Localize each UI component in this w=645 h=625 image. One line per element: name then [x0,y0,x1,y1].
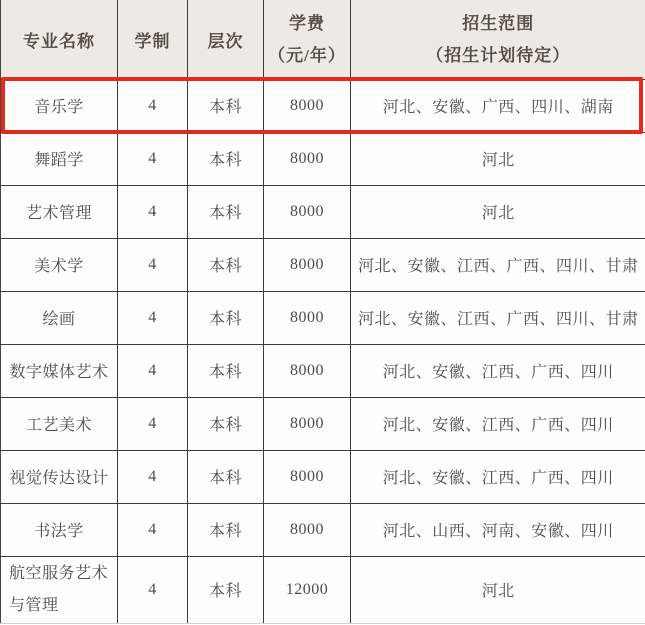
scope-cell: 河北、安徽、江西、广西、四川 [351,344,645,397]
tuition-cell: 8000 [264,185,351,238]
level-cell: 本科 [188,397,264,450]
table-row-fine-arts [1,238,645,291]
scope-cell: 河北、安徽、江西、广西、四川、甘肃 [351,238,645,291]
header-tuition-line1: 学费 [289,13,325,33]
header-scope-line2: （招生计划待定） [426,45,571,65]
tuition-cell: 8000 [264,503,351,556]
table-row-dance [1,132,645,185]
tuition-cell: 8000 [264,450,351,503]
level-cell: 本科 [188,238,264,291]
level-cell: 本科 [188,79,264,132]
level-cell: 本科 [188,185,264,238]
major-cell: 视觉传达设计 [1,450,118,503]
scope-cell: 河北、安徽、广西、四川、湖南 [351,79,645,132]
level-cell: 本科 [188,132,264,185]
header-scope-lines [351,15,645,64]
scope-cell: 河北、安徽、江西、广西、四川 [351,397,645,450]
scope-cell: 河北、安徽、江西、广西、四川 [351,450,645,503]
tuition-cell: 8000 [264,344,351,397]
level-cell: 本科 [188,291,264,344]
duration-cell: 4 [118,291,188,344]
tuition-cell: 8000 [264,291,351,344]
duration-cell: 4 [118,185,188,238]
major-cell: 数字媒体艺术 [1,344,118,397]
table-row-aviation-service-art [1,556,645,623]
table-row-digital-media-art [1,344,645,397]
major-cell: 艺术管理 [1,185,118,238]
duration-cell: 4 [118,397,188,450]
scope-cell: 河北、山西、河南、安徽、四川 [351,503,645,556]
level-cell: 本科 [188,556,264,623]
tuition-cell: 8000 [264,132,351,185]
tuition-cell: 8000 [264,238,351,291]
table-row-calligraphy [1,503,645,556]
scope-cell: 河北 [351,132,645,185]
table-row-visual-communication-design [1,450,645,503]
duration-cell: 4 [118,344,188,397]
table-row-arts-crafts [1,397,645,450]
duration-cell: 4 [118,79,188,132]
major-cell: 绘画 [1,291,118,344]
header-level: 层次 [188,0,264,79]
major-cell: 美术学 [1,238,118,291]
table-header-row [1,0,645,79]
major-cell: 书法学 [1,503,118,556]
header-tuition-lines [264,15,350,64]
table-row-music [1,79,645,132]
major-cell: 工艺美术 [1,397,118,450]
major-cell: 音乐学 [1,79,118,132]
tuition-cell: 8000 [264,79,351,132]
duration-cell: 4 [118,132,188,185]
major-cell: 舞蹈学 [1,132,118,185]
level-cell: 本科 [188,503,264,556]
header-duration: 学制 [118,0,188,79]
header-scope [351,0,645,79]
header-major: 专业名称 [1,0,118,79]
table-row-painting [1,291,645,344]
level-cell: 本科 [188,344,264,397]
duration-cell: 4 [118,503,188,556]
tuition-cell: 8000 [264,397,351,450]
duration-cell: 4 [118,238,188,291]
tuition-cell: 12000 [264,556,351,623]
header-tuition [264,0,351,79]
scope-cell: 河北 [351,556,645,623]
table-row-art-management [1,185,645,238]
scope-cell: 河北 [351,185,645,238]
header-tuition-line2: （元/年） [268,45,346,65]
duration-cell: 4 [118,450,188,503]
duration-cell: 4 [118,556,188,623]
level-cell: 本科 [188,450,264,503]
header-scope-line1: 招生范围 [462,13,535,33]
major-cell: 航空服务艺术与管理 [1,556,118,623]
scope-cell: 河北、安徽、江西、广西、四川、甘肃 [351,291,645,344]
